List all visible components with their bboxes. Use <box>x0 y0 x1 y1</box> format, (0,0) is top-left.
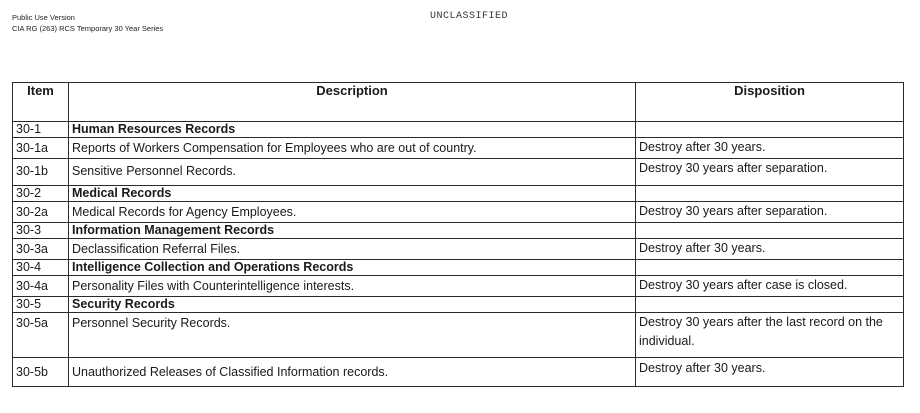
item-cell: 30-1 <box>13 122 69 138</box>
disposition-cell <box>636 297 904 313</box>
item-cell: 30-4a <box>13 276 69 297</box>
description-cell: Information Management Records <box>69 223 636 239</box>
description-cell: Intelligence Collection and Operations Records <box>69 260 636 276</box>
table-row <box>13 159 904 186</box>
column-header-disposition: Disposition <box>636 83 904 122</box>
table-row <box>13 260 904 276</box>
item-cell: 30-4 <box>13 260 69 276</box>
description-cell: Medical Records <box>69 186 636 202</box>
description-cell: Declassification Referral Files. <box>69 239 636 260</box>
public-use-label: Public Use Version <box>12 13 75 22</box>
disposition-cell <box>636 260 904 276</box>
disposition-cell: Destroy 30 years after case is closed. <box>636 276 904 297</box>
table-row <box>13 297 904 313</box>
table-row <box>13 223 904 239</box>
item-cell: 30-2a <box>13 202 69 223</box>
description-cell: Personality Files with Counterintelligence interests. <box>69 276 636 297</box>
item-cell: 30-3 <box>13 223 69 239</box>
records-schedule-table <box>12 82 904 387</box>
column-header-description: Description <box>69 83 636 122</box>
disposition-cell: Destroy after 30 years. <box>636 358 904 387</box>
table-header-row <box>13 83 904 122</box>
table-row <box>13 122 904 138</box>
disposition-cell <box>636 122 904 138</box>
table-row <box>13 202 904 223</box>
table-row <box>13 276 904 297</box>
disposition-cell <box>636 186 904 202</box>
description-cell: Personnel Security Records. <box>69 313 636 358</box>
table-row <box>13 358 904 387</box>
item-cell: 30-2 <box>13 186 69 202</box>
description-cell: Reports of Workers Compensation for Employees who are out of country. <box>69 138 636 159</box>
table-row <box>13 186 904 202</box>
disposition-cell: Destroy after 30 years. <box>636 239 904 260</box>
classification-marking: UNCLASSIFIED <box>430 11 509 22</box>
item-cell: 30-5a <box>13 313 69 358</box>
description-cell: Security Records <box>69 297 636 313</box>
description-cell: Unauthorized Releases of Classified Information records. <box>69 358 636 387</box>
table-row <box>13 138 904 159</box>
table-row <box>13 313 904 358</box>
item-cell: 30-1a <box>13 138 69 159</box>
disposition-cell: Destroy 30 years after separation. <box>636 202 904 223</box>
disposition-cell: Destroy 30 years after separation. <box>636 159 904 186</box>
description-cell: Medical Records for Agency Employees. <box>69 202 636 223</box>
description-cell: Human Resources Records <box>69 122 636 138</box>
item-cell: 30-1b <box>13 159 69 186</box>
item-cell: 30-5 <box>13 297 69 313</box>
disposition-cell: Destroy after 30 years. <box>636 138 904 159</box>
disposition-cell <box>636 223 904 239</box>
description-cell: Sensitive Personnel Records. <box>69 159 636 186</box>
series-label: CIA RG (263) RCS Temporary 30 Year Series <box>12 24 164 33</box>
column-header-item: Item <box>13 83 69 122</box>
item-cell: 30-5b <box>13 358 69 387</box>
disposition-cell: Destroy 30 years after the last record on the individual. <box>636 313 904 358</box>
document-header-left <box>12 12 163 34</box>
table-row <box>13 239 904 260</box>
item-cell: 30-3a <box>13 239 69 260</box>
